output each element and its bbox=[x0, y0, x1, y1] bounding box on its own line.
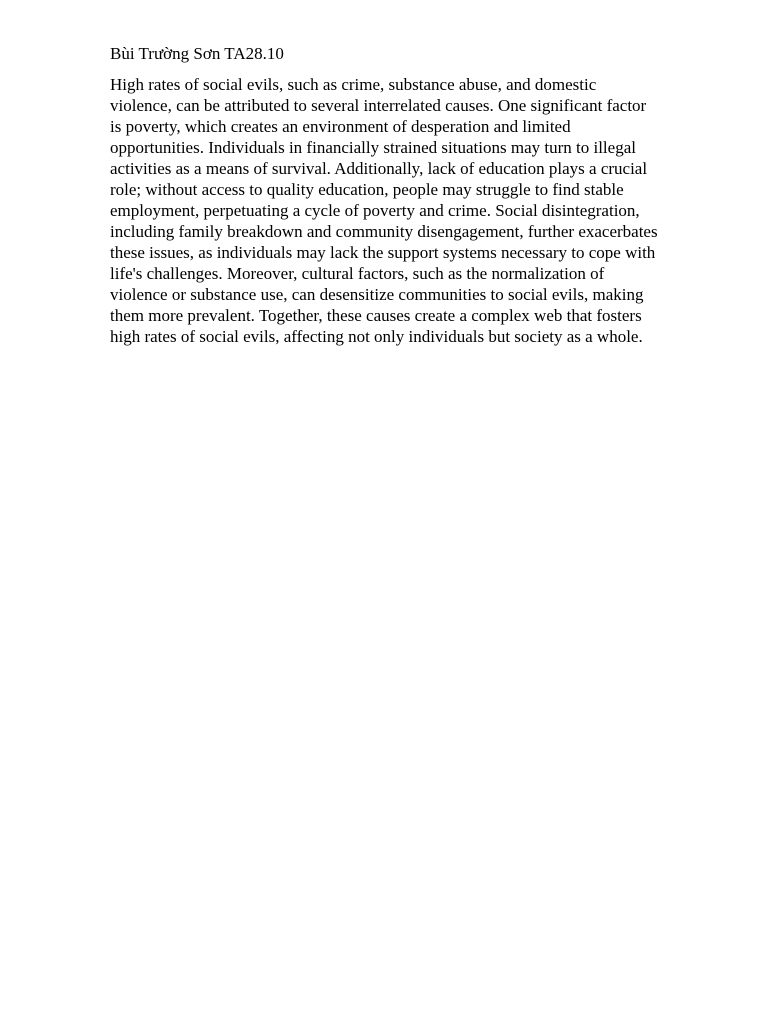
paragraph-line: is poverty, which creates an environment of desperation and limited bbox=[110, 117, 571, 136]
paragraph-line: including family breakdown and community disengagement, further exacerbates bbox=[110, 222, 658, 241]
paragraph-line: life's challenges. Moreover, cultural factors, such as the normalization of bbox=[110, 264, 605, 283]
paragraph-line: violence, can be attributed to several interrelated causes. One significant factor bbox=[110, 96, 647, 115]
author-line: Bùi Trường Sơn TA28.10 bbox=[110, 44, 284, 63]
paragraph-line: opportunities. Individuals in financially strained situations may turn to illegal bbox=[110, 138, 636, 157]
paragraph-line: High rates of social evils, such as crime, substance abuse, and domestic bbox=[110, 75, 597, 94]
paragraph-line: violence or substance use, can desensitize communities to social evils, making bbox=[110, 285, 644, 304]
paragraph-line: employment, perpetuating a cycle of poverty and crime. Social disintegration, bbox=[110, 201, 640, 220]
essay-paragraph bbox=[110, 74, 710, 347]
paragraph-line: them more prevalent. Together, these causes create a complex web that fosters bbox=[110, 306, 642, 325]
paragraph-line: role; without access to quality education, people may struggle to find stable bbox=[110, 180, 624, 199]
paragraph-line: high rates of social evils, affecting not only individuals but society as a whole. bbox=[110, 327, 643, 346]
paragraph-line: these issues, as individuals may lack the support systems necessary to cope with bbox=[110, 243, 656, 262]
paragraph-line: activities as a means of survival. Additionally, lack of education plays a crucial bbox=[110, 159, 648, 178]
